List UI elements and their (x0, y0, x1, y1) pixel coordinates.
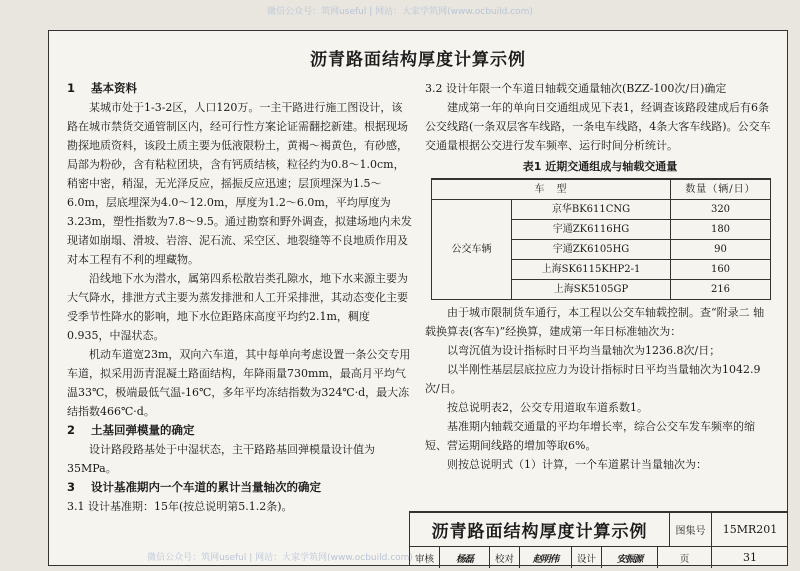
title-block-title: 沥青路面结构厚度计算示例 (410, 513, 670, 547)
model-cell: 京华BK611CNG (512, 200, 671, 220)
section-heading-1 (67, 79, 412, 98)
review-label: 审核 (410, 547, 440, 568)
section-title: 设计基准期内一个车道的累计当量轴次的确定 (91, 480, 321, 494)
paragraph: 3.2 设计年限一个车道日轴载交通量轴次(BZZ-100次/日)确定 (425, 82, 727, 95)
paragraph: 某城市处于1-3-2区，人口120万。一主干路进行施工图设计，该路在城市禁货交通管制区内，经可行性方案论证需翻挖新建。根据现场勘探地质资料，该段土质主要为低液限粉土，黄褐～褐黄色，有砂感，局部为粉砂，含有粘粒团块，含有钙质结核，粒径约为0.8～1.0cm，稍密中密，稍湿，无光泽反应，摇振反应迅速；层顶埋深为1.5～6.0m，层底埋深为4.0～12.0m，厚度为1.2～6.0m，平均厚度为3.23m，塑性指数为7.8～9.5。通过勘察和野外调查，拟建场地内未发现诸如崩塌、滑坡、岩溶、泥石流、采空区、地裂缝等不良地质作用及对本工程有不利的埋藏物。 (67, 101, 412, 266)
right-column (425, 79, 775, 474)
paragraph: 由于城市限制货车通行，本工程以公交车轴载控制。查“附录二 轴载换算表(客车)”经换算，建成第一年日标准轴次为： (425, 306, 765, 338)
page-label: 页 (658, 547, 712, 568)
model-cell: 宇通ZK6105HG (512, 240, 671, 260)
section-number: 2 (67, 423, 76, 437)
header-vehicle-type: 车 型 (432, 179, 671, 200)
design-signature: 安振源 (602, 547, 658, 568)
title-block (409, 511, 787, 566)
check-label: 校对 (490, 547, 520, 568)
paragraph: 以半刚性基层层底拉应力为设计指标时日平均当量轴次为1042.9次/日。 (425, 363, 761, 395)
paragraph: 沿线地下水为潜水，属第四系松散岩类孔隙水，地下水来源主要为大气降水，排泄方式主要为蒸发排泄和人工开采排泄，其动态变化主要受季节性降水的影响，地下水位距路床高度平均约2.1m，稠度0.935，中湿状态。 (67, 272, 408, 342)
page-title: 沥青路面结构厚度计算示例 (310, 50, 526, 70)
section-title: 土基回弹模量的确定 (91, 423, 195, 437)
design-label: 设计 (572, 547, 602, 568)
watermark-top: 微信公众号：筑网useful | 网站：大家学筑网(www.ocbuild.com) (267, 7, 533, 17)
paragraph: 机动车道宽23m，双向六车道，其中每单向考虑设置一条公交专用车道，拟采用沥青混凝土路面结构，年降雨量730mm，最高月平均气温33℃，极端最低气温-16℃，多年平均冻结指数为324℃·d，最大冻结指数466℃·d。 (67, 348, 411, 418)
qty-cell: 90 (671, 240, 771, 260)
paragraph: 按总说明表2，公交专用道取车道系数1。 (447, 401, 648, 414)
section-number: 1 (67, 81, 76, 95)
atlas-label: 图集号 (670, 513, 712, 547)
section-heading-2 (67, 421, 412, 440)
section-title: 基本资料 (91, 81, 137, 95)
paragraph: 建成第一年的单向日交通组成见下表1，经调查该路段建成后有6条公交线路(一条双层客车线路，一条电车线路，4条大客车线路)。公交车交通量根据公交进行发车频率、运行时间分析统计。 (425, 101, 771, 152)
paragraph: 设计路段路基处于中湿状态，主干路路基回弹模量设计值为35MPa。 (67, 443, 375, 475)
atlas-number: 15MR201 (712, 513, 788, 547)
review-signature: 杨磊 (440, 547, 490, 568)
model-cell: 宇通ZK6116HG (512, 220, 671, 240)
paragraph: 基准期内轴载交通量的平均年增长率，综合公交车发车频率的缩短、营运期间线路的增加等取6%。 (425, 420, 755, 452)
paragraph: 以弯沉值为设计指标时日平均当量轴次为1236.8次/日； (447, 344, 721, 357)
check-signature: 赵明伟 (520, 547, 572, 568)
table-title: 表1 近期交通组成与轴载交通量 (522, 160, 678, 173)
watermark-bottom: 微信公众号：筑网useful | 网站：大家学筑网(www.ocbuild.com) (147, 553, 413, 563)
paragraph: 则按总说明式（1）计算，一个车道累计当量轴次为： (447, 458, 707, 471)
model-cell: 上海SK6115KHP2-1 (512, 260, 671, 280)
table-header-row (432, 179, 771, 200)
qty-cell: 160 (671, 260, 771, 280)
qty-cell: 180 (671, 220, 771, 240)
section-heading-3 (67, 478, 412, 497)
drawing-frame (48, 30, 788, 566)
table-row (432, 200, 771, 220)
section-number: 3 (67, 480, 76, 494)
signature-row (410, 547, 788, 568)
left-column (67, 79, 412, 516)
qty-cell: 320 (671, 200, 771, 220)
paragraph: 3.1 设计基准期：15年(按总说明第5.1.2条)。 (67, 500, 293, 513)
qty-cell: 216 (671, 280, 771, 300)
page-number: 31 (743, 551, 757, 564)
traffic-table (431, 178, 771, 300)
group-label: 公交车辆 (432, 200, 512, 300)
model-cell: 上海SK5105GP (512, 280, 671, 300)
header-quantity: 数量（辆/日） (671, 179, 771, 200)
